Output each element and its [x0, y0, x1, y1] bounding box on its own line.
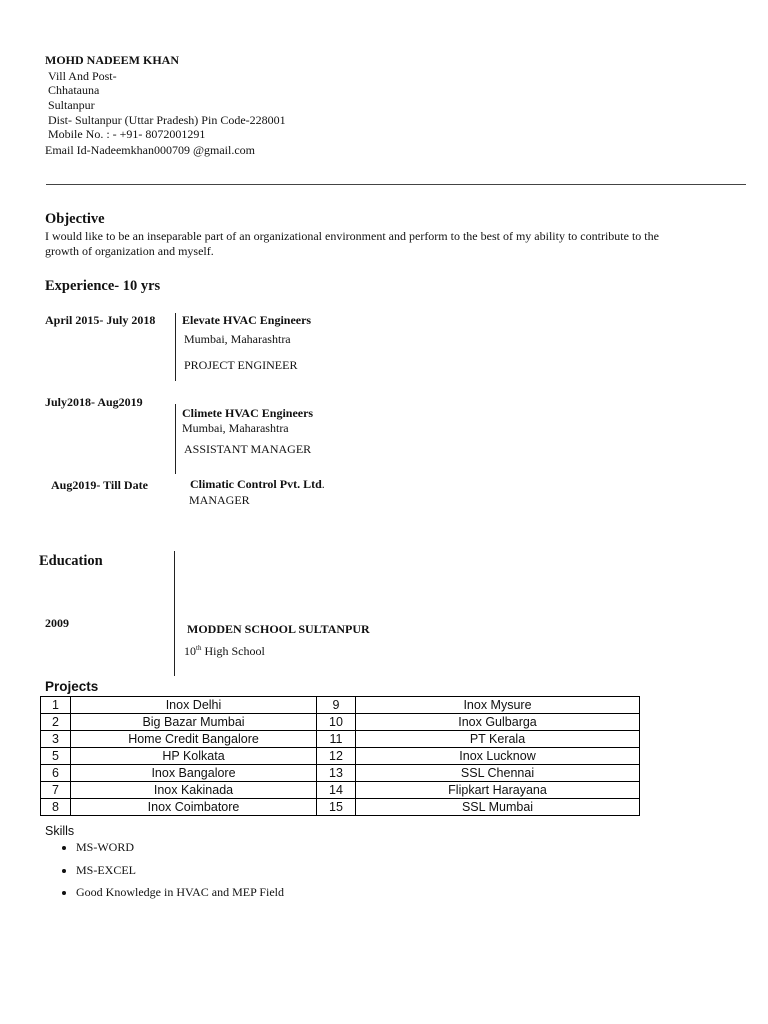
project-name: Flipkart Harayana — [356, 782, 640, 799]
education-grade: 10th High School — [184, 644, 265, 658]
project-number: 3 — [41, 731, 71, 748]
project-name: Inox Bangalore — [71, 765, 317, 782]
table-row — [41, 765, 640, 782]
job-dates: July2018- Aug2019 — [45, 395, 143, 409]
table-row — [41, 782, 640, 799]
skills-heading: Skills — [45, 824, 75, 838]
project-number: 9 — [317, 697, 356, 714]
project-number: 14 — [317, 782, 356, 799]
project-name: SSL Mumbai — [356, 799, 640, 816]
job-role: MANAGER — [189, 493, 250, 507]
skill-item: • MS-WORD — [76, 838, 284, 861]
project-name: Inox Kakinada — [71, 782, 317, 799]
project-number: 12 — [317, 748, 356, 765]
address-line: Sultanpur — [48, 98, 95, 112]
table-row — [41, 714, 640, 731]
project-number: 5 — [41, 748, 71, 765]
address-line: Vill And Post- — [48, 69, 117, 83]
project-name: Inox Gulbarga — [356, 714, 640, 731]
objective-text: growth of organization and myself. — [45, 244, 214, 258]
project-number: 2 — [41, 714, 71, 731]
education-heading: Education — [39, 553, 103, 569]
skill-item: • MS-EXCEL — [76, 861, 284, 884]
timeline-line — [175, 313, 176, 381]
timeline-line — [175, 404, 176, 474]
education-year: 2009 — [45, 616, 69, 630]
table-row — [41, 697, 640, 714]
project-number: 11 — [317, 731, 356, 748]
project-name: Inox Lucknow — [356, 748, 640, 765]
job-dates: April 2015- July 2018 — [45, 313, 156, 327]
mobile-number: Mobile No. : - +91- 8072001291 — [48, 127, 206, 141]
job-location: Mumbai, Maharashtra — [184, 332, 291, 346]
objective-text: I would like to be an inseparable part of an organizational environment and perform to the best of my ability to contribute to the — [45, 229, 659, 243]
project-name: HP Kolkata — [71, 748, 317, 765]
table-row — [41, 799, 640, 816]
job-role: PROJECT ENGINEER — [184, 358, 298, 372]
job-location: Mumbai, Maharashtra — [182, 421, 289, 435]
project-name: Big Bazar Mumbai — [71, 714, 317, 731]
address-line: Chhatauna — [48, 83, 100, 97]
table-row — [41, 748, 640, 765]
skills-list — [52, 838, 284, 906]
job-company: Elevate HVAC Engineers — [182, 313, 312, 327]
project-number: 13 — [317, 765, 356, 782]
address-line: Dist- Sultanpur (Uttar Pradesh) Pin Code-228001 — [48, 113, 286, 127]
job-role: ASSISTANT MANAGER — [184, 442, 312, 456]
job-company: Climete HVAC Engineers — [182, 406, 314, 420]
candidate-name: MOHD NADEEM KHAN — [45, 53, 179, 67]
project-number: 15 — [317, 799, 356, 816]
project-number: 7 — [41, 782, 71, 799]
project-name: Inox Coimbatore — [71, 799, 317, 816]
timeline-line — [174, 551, 175, 676]
table-row — [41, 731, 640, 748]
project-number: 10 — [317, 714, 356, 731]
project-number: 8 — [41, 799, 71, 816]
job-company: Climatic Control Pvt. Ltd. — [190, 477, 325, 491]
project-name: SSL Chennai — [356, 765, 640, 782]
school-name: MODDEN SCHOOL SULTANPUR — [187, 622, 370, 636]
experience-heading: Experience- 10 yrs — [45, 278, 161, 294]
project-number: 1 — [41, 697, 71, 714]
email-address: Email Id-Nadeemkhan000709 @gmail.com — [45, 143, 255, 157]
project-number: 6 — [41, 765, 71, 782]
objective-heading: Objective — [45, 211, 105, 227]
project-name: Inox Mysure — [356, 697, 640, 714]
project-name: Home Credit Bangalore — [71, 731, 317, 748]
projects-table — [40, 696, 640, 816]
job-dates: Aug2019- Till Date — [51, 478, 148, 492]
header-divider — [46, 184, 746, 185]
skill-item: • Good Knowledge in HVAC and MEP Field — [76, 883, 284, 906]
project-name: Inox Delhi — [71, 697, 317, 714]
project-name: PT Kerala — [356, 731, 640, 748]
projects-heading: Projects — [45, 679, 99, 694]
